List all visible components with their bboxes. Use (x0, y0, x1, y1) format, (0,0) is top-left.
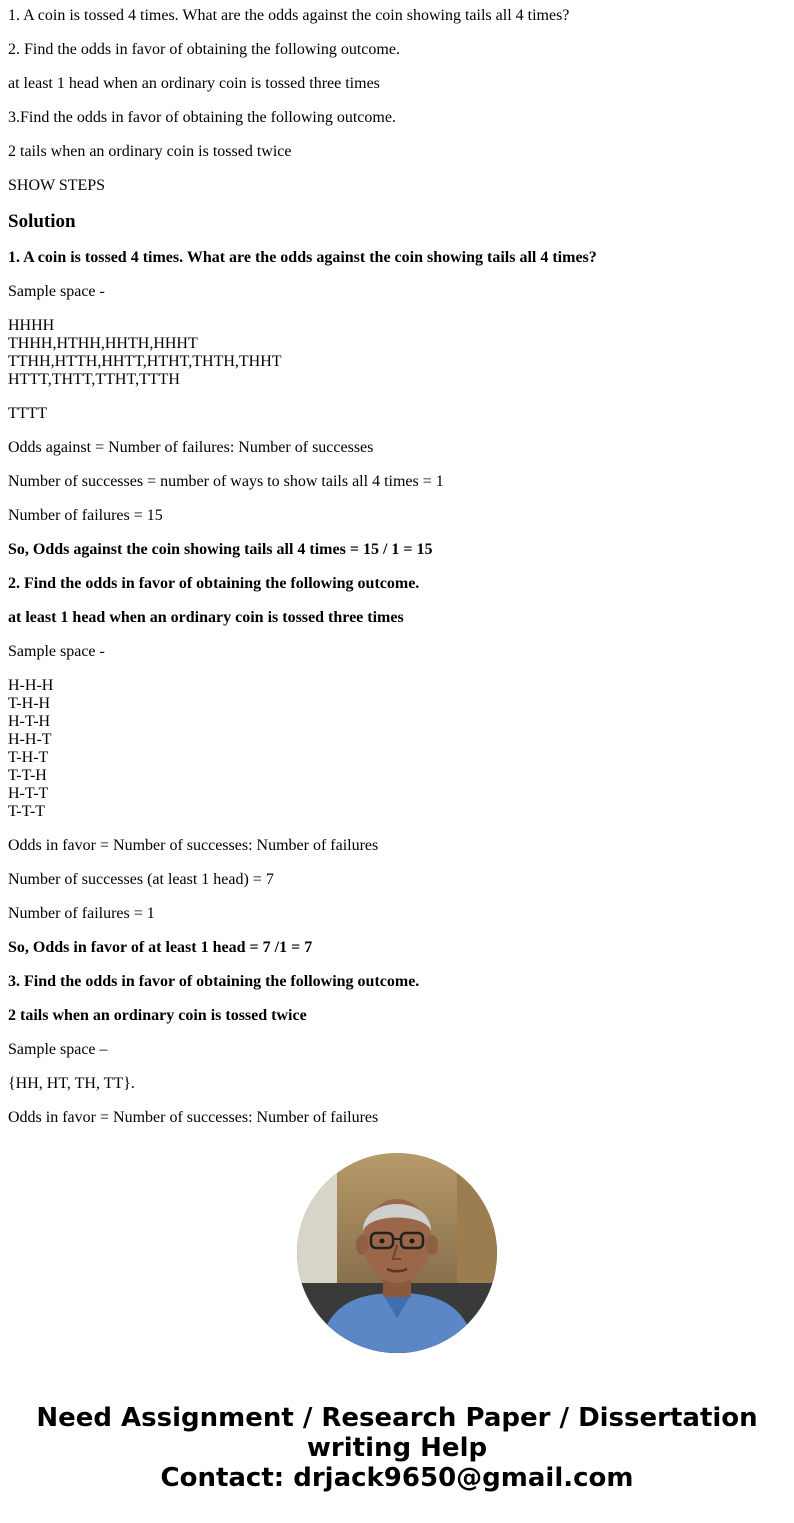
document-content (8, 0, 786, 1122)
part2-conclusion: So, Odds in favor of at least 1 head = 7 /1 = 7 (8, 939, 313, 956)
part3-sample-space-label: Sample space – (8, 1041, 108, 1058)
solution-heading: Solution (8, 211, 76, 232)
part3-detail: 2 tails when an ordinary coin is tossed twice (8, 1007, 307, 1024)
banner-line-1: Need Assignment / Research Paper / Dissertation (36, 1403, 758, 1433)
question-3-title: 3.Find the odds in favor of obtaining the following outcome. (8, 109, 396, 126)
sample-line: H-H-H (8, 677, 54, 694)
part1-failures: Number of failures = 15 (8, 507, 163, 524)
author-photo (297, 1153, 497, 1353)
contact-banner (0, 1403, 794, 1493)
part2-sample-space-list (8, 677, 786, 821)
part1-odds-definition: Odds against = Number of failures: Number of successes (8, 439, 374, 456)
sample-line: T-T-T (8, 803, 46, 820)
part3-sample-set: {HH, HT, TH, TT}. (8, 1075, 135, 1092)
banner-line-2: writing Help (306, 1433, 488, 1463)
part3-title: 3. Find the odds in favor of obtaining the following outcome. (8, 973, 420, 990)
question-2-detail: at least 1 head when an ordinary coin is tossed three times (8, 75, 380, 92)
question-1: 1. A coin is tossed 4 times. What are the odds against the coin showing tails all 4 times? (8, 7, 570, 24)
question-2-title: 2. Find the odds in favor of obtaining the following outcome. (8, 41, 400, 58)
sample-line: H-T-H (8, 713, 51, 730)
part1-sample-space-list (8, 317, 786, 389)
portrait-illustration (297, 1153, 497, 1353)
sample-line: T-T-H (8, 767, 47, 784)
part2-detail: at least 1 head when an ordinary coin is tossed three times (8, 609, 404, 626)
part1-title: 1. A coin is tossed 4 times. What are the odds against the coin showing tails all 4 times? (8, 249, 597, 266)
banner-contact-line: Contact: drjack9650@gmail.com (160, 1463, 634, 1493)
sample-line: H-T-T (8, 785, 49, 802)
part1-successes: Number of successes = number of ways to show tails all 4 times = 1 (8, 473, 444, 490)
part1-conclusion: So, Odds against the coin showing tails all 4 times = 15 / 1 = 15 (8, 541, 433, 558)
part1-tttt: TTTT (8, 405, 48, 422)
part1-sample-space-label: Sample space - (8, 283, 105, 300)
part2-sample-space-label: Sample space - (8, 643, 105, 660)
part2-failures: Number of failures = 1 (8, 905, 155, 922)
sample-line: H-H-T (8, 731, 52, 748)
sample-line: HTTT,THTT,TTHT,TTTH (8, 371, 180, 388)
part2-title: 2. Find the odds in favor of obtaining the following outcome. (8, 575, 420, 592)
part2-successes: Number of successes (at least 1 head) = 7 (8, 871, 274, 888)
sample-line: T-H-T (8, 749, 49, 766)
question-3-detail: 2 tails when an ordinary coin is tossed twice (8, 143, 292, 160)
sample-line: T-H-H (8, 695, 51, 712)
part2-odds-definition: Odds in favor = Number of successes: Number of failures (8, 837, 379, 854)
sample-line: THHH,HTHH,HHTH,HHHT (8, 335, 198, 352)
sample-line: TTHH,HTTH,HHTT,HTHT,THTH,THHT (8, 353, 282, 370)
show-steps-text: SHOW STEPS (8, 177, 106, 194)
sample-line: HHHH (8, 317, 55, 334)
part3-odds-definition: Odds in favor = Number of successes: Number of failures (8, 1109, 379, 1122)
